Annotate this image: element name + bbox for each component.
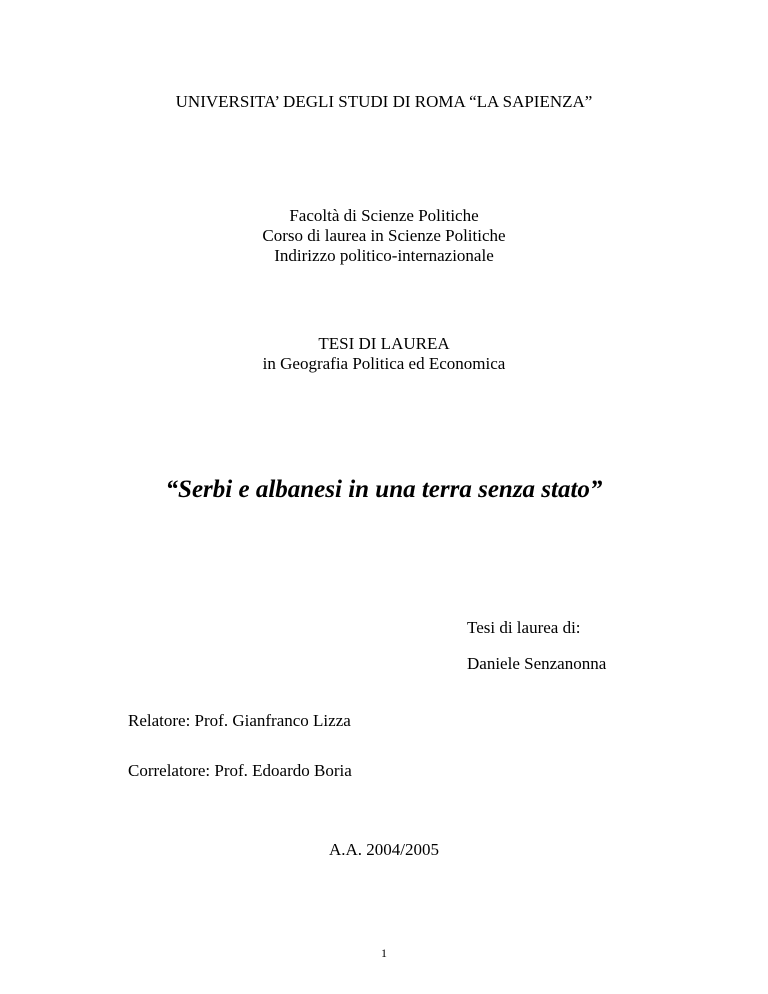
faculty-name: Facoltà di Scienze Politiche xyxy=(289,206,479,225)
correlatore: Correlatore: Prof. Edoardo Boria xyxy=(128,761,352,780)
academic-year: A.A. 2004/2005 xyxy=(328,840,440,859)
degree-course: Corso di laurea in Scienze Politiche xyxy=(262,226,506,245)
university-name: UNIVERSITA’ DEGLI STUDI DI ROMA “LA SAPIENZA” xyxy=(175,92,593,111)
thesis-title: “Serbi e albanesi in una terra senza stato” xyxy=(165,476,603,503)
author-name: Daniele Senzanonna xyxy=(467,654,607,673)
thesis-subject: in Geografia Politica ed Economica xyxy=(262,354,506,373)
degree-track: Indirizzo politico-internazionale xyxy=(274,246,494,265)
author-label: Tesi di laurea di: xyxy=(467,618,581,637)
relatore: Relatore: Prof. Gianfranco Lizza xyxy=(128,711,351,730)
page-number: 1 xyxy=(381,946,387,960)
thesis-type: TESI DI LAUREA xyxy=(318,334,450,353)
